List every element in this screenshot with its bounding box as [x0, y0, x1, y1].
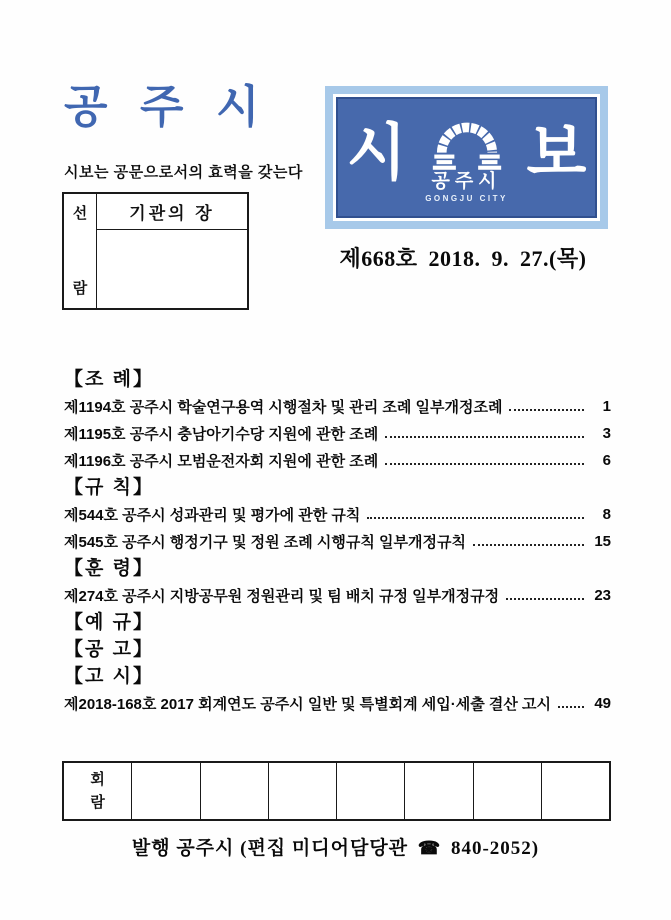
toc-entry-text: 제1196호 공주시 모범운전자회 지원에 관한 조례: [64, 453, 379, 470]
toc-section-ordinance: 【조 례】: [64, 369, 154, 390]
approval-header: 기관의 장: [97, 194, 247, 230]
toc-entry: [64, 501, 611, 528]
circulation-empty-cell: [269, 763, 337, 819]
toc-dot-leader: [385, 463, 584, 465]
issue-number-date: 제668호 2018. 9. 27.(목): [339, 246, 587, 271]
toc-entry: [64, 528, 611, 555]
circulation-empty-cell: [201, 763, 269, 819]
circulation-label-top: 회: [90, 770, 105, 788]
publisher-line: [0, 833, 671, 860]
masthead-right-char: 보: [526, 118, 587, 188]
toc-section-public-announcement: 【공 고】: [64, 639, 154, 660]
toc-dot-leader: [385, 436, 584, 438]
toc-entry-text: 제2018-168호 2017 회계연도 공주시 일반 및 특별회계 세입·세출 결산 고시: [64, 696, 552, 713]
toc-entry-text: 제545호 공주시 행정기구 및 정원 조례 시행규칙 일부개정규칙: [64, 534, 466, 551]
circulation-empty-cell: [337, 763, 405, 819]
masthead-emblem: [415, 120, 519, 204]
toc-page-number: 8: [602, 506, 611, 523]
toc-section-directive: 【훈 령】: [64, 558, 154, 579]
circulation-empty-cell: [132, 763, 200, 819]
circulation-empty-cell: [542, 763, 609, 819]
circulation-label-bottom: 람: [90, 794, 105, 811]
toc-section-established-rule: 【예 규】: [64, 612, 154, 633]
masthead-city-name-en: GONGJU CITY: [425, 194, 508, 204]
approval-main-column: [97, 194, 247, 308]
circulation-table: [62, 761, 611, 821]
approval-side-label-top: 선: [72, 205, 88, 222]
toc-page-number: 49: [594, 695, 611, 712]
circulation-label-cell: [64, 763, 132, 819]
toc-page-number: 15: [594, 533, 611, 550]
masthead-logo-panel: [336, 97, 597, 218]
table-of-contents: [64, 366, 611, 717]
stone-arch-icon: [421, 120, 513, 172]
toc-entry: [64, 447, 611, 474]
approval-side-column: [64, 194, 97, 308]
masthead-city-name: 공주시: [431, 170, 502, 192]
masthead-logo: [325, 86, 608, 229]
toc-dot-leader: [509, 409, 584, 411]
page-title: 공 주 시: [64, 81, 270, 132]
phone-icon: ☎: [417, 838, 442, 858]
toc-page-number: 1: [602, 398, 611, 415]
toc-entry: [64, 393, 611, 420]
circulation-empty-cell: [405, 763, 473, 819]
publisher-phone-number: 840-2052): [450, 838, 540, 859]
circulation-empty-cell: [474, 763, 542, 819]
toc-section-notice: 【고 시】: [64, 666, 154, 687]
gazette-subtitle: 시보는 공문으로서의 효력을 갖는다: [64, 164, 303, 181]
toc-entry: [64, 420, 611, 447]
toc-entry: [64, 582, 611, 609]
toc-dot-leader: [473, 544, 584, 546]
toc-entry-text: 제544호 공주시 성과관리 및 평가에 관한 규칙: [64, 507, 361, 524]
toc-page-number: 23: [594, 587, 611, 604]
approval-side-label-bottom: 람: [72, 280, 88, 297]
toc-page-number: 3: [602, 425, 611, 442]
masthead-left-char: 시: [346, 118, 407, 188]
publisher-prefix: 발행 공주시 (편집 미디어담당관: [131, 838, 409, 859]
toc-dot-leader: [506, 598, 584, 600]
toc-dot-leader: [558, 706, 584, 708]
toc-entry-text: 제274호 공주시 지방공무원 정원관리 및 팀 배치 규정 일부개정규정: [64, 588, 500, 605]
toc-entry: [64, 690, 611, 717]
toc-entry-text: 제1195호 공주시 충남아기수당 지원에 관한 조례: [64, 426, 379, 443]
toc-section-rule: 【규 칙】: [64, 477, 154, 498]
toc-page-number: 6: [602, 452, 611, 469]
toc-entry-text: 제1194호 공주시 학술연구용역 시행절차 및 관리 조례 일부개정조례: [64, 399, 503, 416]
approval-empty-cell: [97, 230, 247, 308]
toc-dot-leader: [367, 517, 584, 519]
approval-table: [62, 192, 249, 310]
